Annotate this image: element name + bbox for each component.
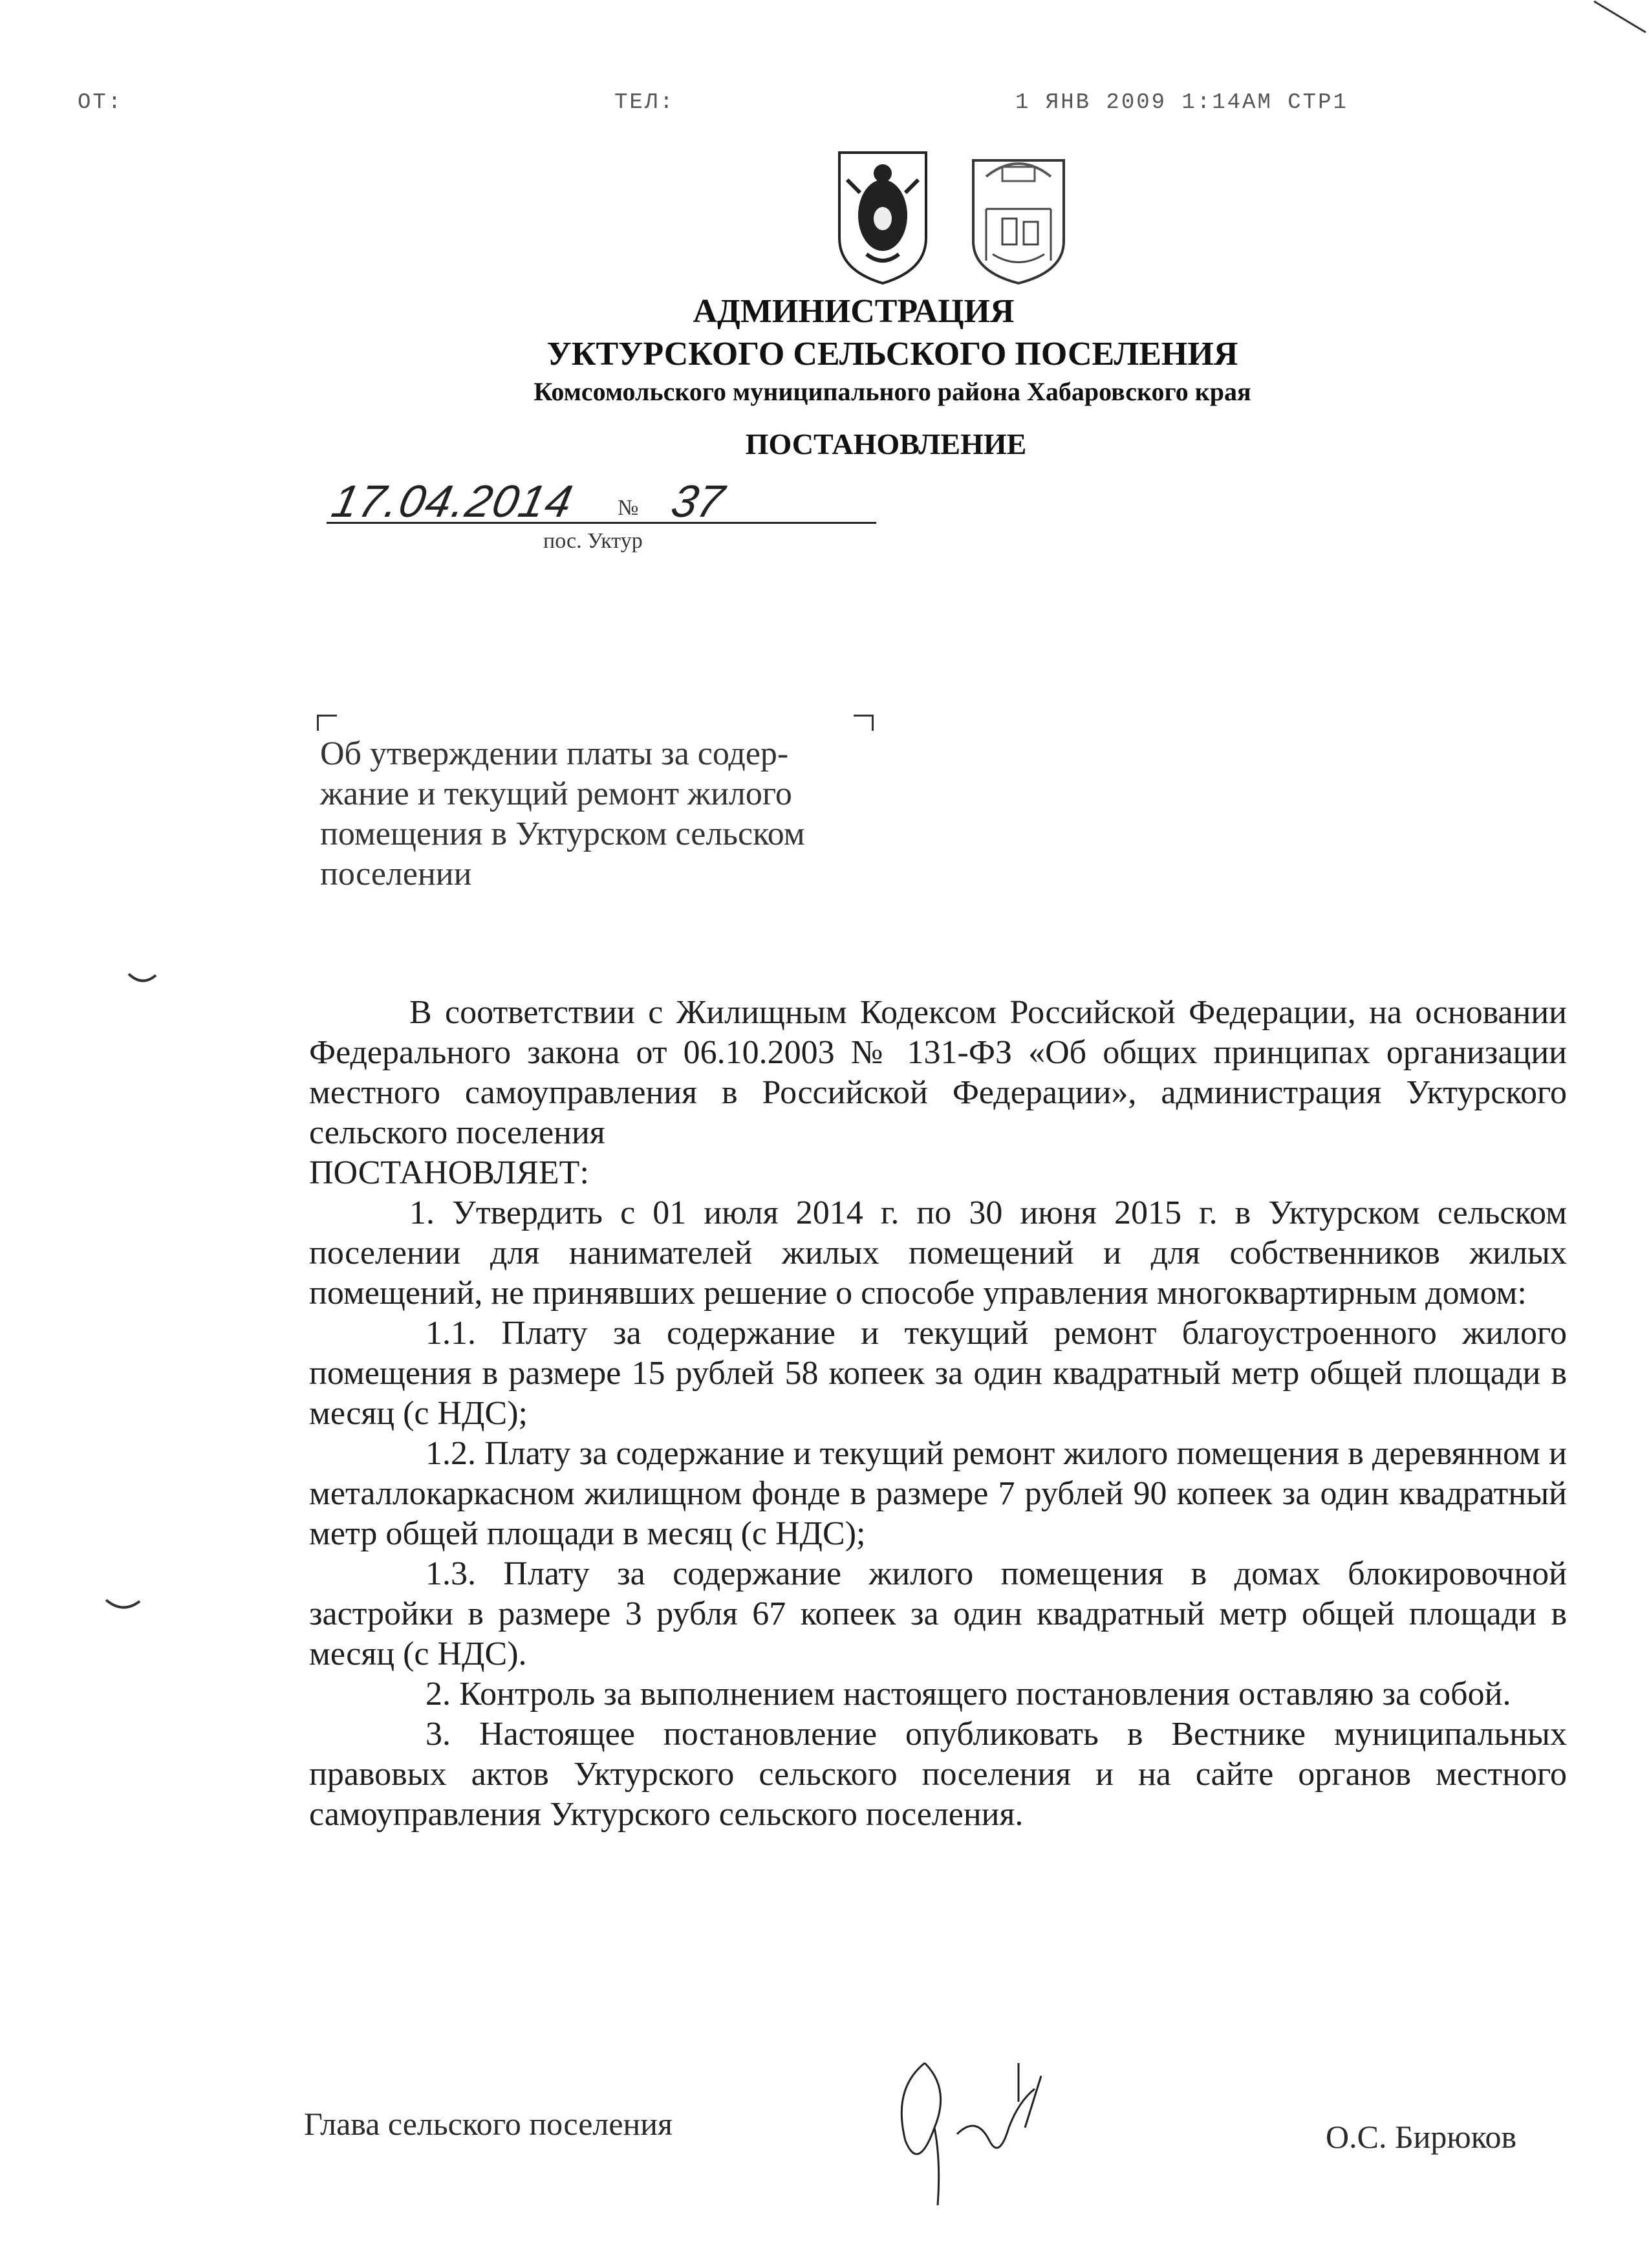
subject-line: Об утверждении платы за содер- (320, 735, 789, 772)
fax-from: OT: (78, 91, 124, 115)
resolves-heading: ПОСТАНОВЛЯЕТ: (309, 1154, 589, 1191)
fax-tel: ТЕЛ: (614, 91, 675, 115)
scan-mark (126, 970, 158, 989)
paragraph-1-2: 1.2. Плату за содержание и текущий ремонт жилого помещения в деревянном и металлокаркасном жилищном фонде в размере 7 рублей 90 копеек за один квадратный метр общей площади в месяц (с НДС); (309, 1435, 1567, 1552)
handwritten-signature (879, 2050, 1073, 2212)
decree-date: 17.04.2014 (327, 476, 578, 526)
paragraph-1-1: 1.1. Плату за содержание и текущий ремонт благоустроенного жилого помещения в размере 15 рублей 58 копеек за один квадратный метр общей площади в месяц (с НДС); (309, 1315, 1567, 1432)
decree-subject (320, 734, 889, 894)
paragraph-1: 1. Утвердить с 01 июля 2014 г. по 30 июня 2015 г. в Уктурском сельском поселении для нанимателей жилых помещений и для собственников жилых помещений, не принявших решение о способе управления многоквартирным домом: (309, 1194, 1567, 1312)
paragraph-2: 2. Контроль за выполнением настоящего постановления оставляю за собой. (426, 1676, 1511, 1712)
decree-number: 37 (667, 476, 729, 526)
coat-of-arms-right-icon (967, 147, 1070, 286)
preamble-paragraph: В соответствии с Жилищным Кодексом Российской Федерации, на основании Федерального закона от 06.10.2003 № 131-ФЗ «Об общих принципах организации местного самоуправления в Российской Федерации», администрация Уктурского сельского поселения (309, 994, 1567, 1151)
decree-body (309, 993, 1567, 1835)
paragraph-3: 3. Настоящее постановление опубликовать в Вестнике муниципальных правовых актов Уктурского сельского поселения и на сайте органов местного самоуправления Уктурского сельского поселения. (309, 1716, 1567, 1833)
subject-bracket-left (317, 715, 337, 731)
scan-mark (103, 1596, 142, 1615)
decree-place: пос. Уктур (543, 529, 643, 553)
number-sign: № (618, 496, 639, 520)
header-district: Комсомольского муниципального района Хабаровского края (534, 377, 1251, 406)
header-settlement: УКТУРСКОГО СЕЛЬСКОГО ПОСЕЛЕНИЯ (546, 336, 1238, 373)
signatory-role: Глава сельского поселения (304, 2106, 673, 2142)
date-underline (327, 522, 876, 524)
paragraph-1-3: 1.3. Плату за содержание жилого помещения в домах блокировочной застройки в размере 3 рубля 67 копеек за один квадратный метр общей площади в месяц (с НДС). (309, 1555, 1567, 1672)
signatory-name: О.С. Бирюков (1326, 2119, 1517, 2155)
subject-line: поселении (320, 856, 472, 892)
coat-of-arms-left-icon (834, 147, 931, 286)
subject-bracket-right (854, 715, 874, 731)
subject-line: жание и текущий ремонт жилого (320, 775, 792, 812)
document-type: ПОСТАНОВЛЕНИЕ (745, 427, 1027, 460)
decree-date-number (327, 475, 876, 527)
subject-line: помещения в Уктурском сельском (320, 815, 805, 852)
scan-mark (1588, 0, 1649, 36)
header-title: АДМИНИСТРАЦИЯ (693, 293, 1015, 330)
fax-datetime: 1 ЯНВ 2009 1:14AM СТР1 (1015, 91, 1348, 115)
